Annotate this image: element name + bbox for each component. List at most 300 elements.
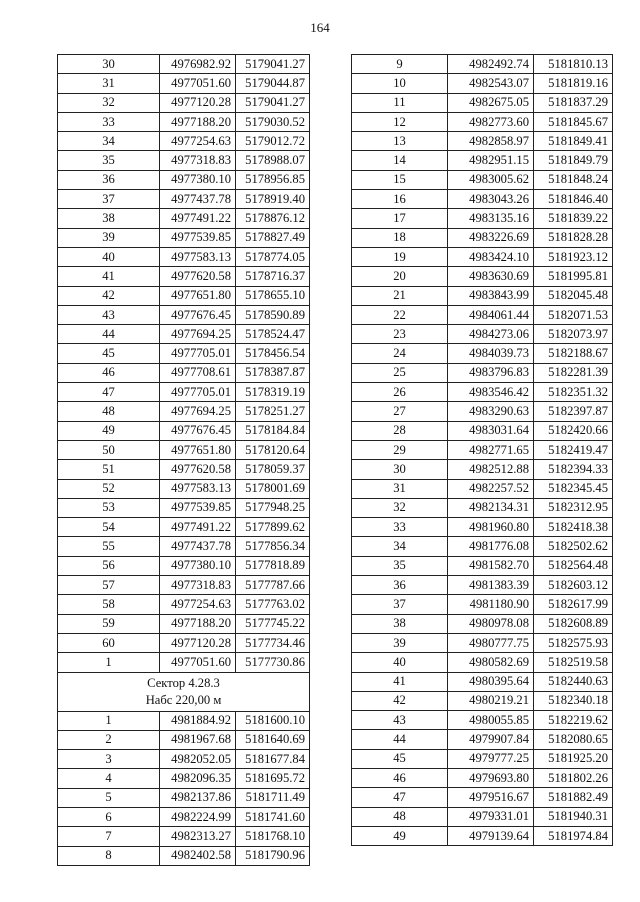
y-coordinate: 5181846.40 [534, 190, 613, 209]
x-coordinate: 4977120.28 [160, 93, 236, 112]
x-coordinate: 4981960.80 [448, 518, 534, 537]
point-number: 14 [352, 151, 448, 170]
table-row [58, 286, 310, 305]
y-coordinate: 5182419.47 [534, 440, 613, 459]
y-coordinate: 5181677.84 [236, 750, 310, 769]
x-coordinate: 4981967.68 [160, 730, 236, 749]
table-row [352, 653, 613, 672]
table-row [58, 190, 310, 209]
y-coordinate: 5182397.87 [534, 402, 613, 421]
table-row [58, 750, 310, 769]
point-number: 36 [352, 576, 448, 595]
x-coordinate: 4983290.63 [448, 402, 534, 421]
point-number: 52 [58, 479, 160, 498]
y-coordinate: 5178774.05 [236, 247, 310, 266]
table-row [58, 305, 310, 324]
point-number: 60 [58, 633, 160, 652]
y-coordinate: 5182608.89 [534, 614, 613, 633]
x-coordinate: 4983796.83 [448, 363, 534, 382]
table-row [58, 595, 310, 614]
table-row [352, 93, 613, 112]
table-row [58, 132, 310, 151]
table-row [58, 498, 310, 517]
point-number: 6 [58, 807, 160, 826]
table-row [352, 537, 613, 556]
x-coordinate: 4977188.20 [160, 112, 236, 131]
point-number: 43 [58, 305, 160, 324]
table-row [58, 769, 310, 788]
x-coordinate: 4982313.27 [160, 827, 236, 846]
point-number: 58 [58, 595, 160, 614]
table-row [58, 479, 310, 498]
y-coordinate: 5182440.63 [534, 672, 613, 691]
table-row [352, 228, 613, 247]
x-coordinate: 4980219.21 [448, 691, 534, 710]
y-coordinate: 5181837.29 [534, 93, 613, 112]
y-coordinate: 5181810.13 [534, 55, 613, 74]
point-number: 25 [352, 363, 448, 382]
point-number: 15 [352, 170, 448, 189]
table-row [58, 788, 310, 807]
table-row [58, 112, 310, 131]
point-number: 12 [352, 112, 448, 131]
y-coordinate: 5178001.69 [236, 479, 310, 498]
x-coordinate: 4977651.80 [160, 440, 236, 459]
x-coordinate: 4982512.88 [448, 460, 534, 479]
y-coordinate: 5181925.20 [534, 749, 613, 768]
x-coordinate: 4979907.84 [448, 730, 534, 749]
y-coordinate: 5182073.97 [534, 325, 613, 344]
point-number: 38 [352, 614, 448, 633]
sector-title: Сектор 4.28.3 [147, 675, 220, 690]
table-row [58, 421, 310, 440]
x-coordinate: 4977437.78 [160, 537, 236, 556]
x-coordinate: 4982492.74 [448, 55, 534, 74]
table-row [352, 576, 613, 595]
y-coordinate: 5178184.84 [236, 421, 310, 440]
x-coordinate: 4977694.25 [160, 325, 236, 344]
point-number: 30 [352, 460, 448, 479]
point-number: 28 [352, 421, 448, 440]
point-number: 21 [352, 286, 448, 305]
point-number: 40 [352, 653, 448, 672]
x-coordinate: 4977380.10 [160, 556, 236, 575]
table-row [58, 247, 310, 266]
x-coordinate: 4983226.69 [448, 228, 534, 247]
table-row [352, 788, 613, 807]
x-coordinate: 4982096.35 [160, 769, 236, 788]
table-row [58, 209, 310, 228]
y-coordinate: 5178956.85 [236, 170, 310, 189]
point-number: 19 [352, 247, 448, 266]
point-number: 39 [352, 633, 448, 652]
x-coordinate: 4977318.83 [160, 151, 236, 170]
table-row [352, 383, 613, 402]
table-row [58, 633, 310, 652]
page-number: 164 [310, 20, 330, 35]
point-number: 43 [352, 711, 448, 730]
point-number: 29 [352, 440, 448, 459]
y-coordinate: 5182502.62 [534, 537, 613, 556]
table-row [352, 460, 613, 479]
y-coordinate: 5178919.40 [236, 190, 310, 209]
table-row [58, 55, 310, 74]
x-coordinate: 4977491.22 [160, 209, 236, 228]
y-coordinate: 5181940.31 [534, 807, 613, 826]
x-coordinate: 4977051.60 [160, 653, 236, 672]
x-coordinate: 4976982.92 [160, 55, 236, 74]
table-row [352, 421, 613, 440]
y-coordinate: 5182045.48 [534, 286, 613, 305]
y-coordinate: 5181923.12 [534, 247, 613, 266]
table-row [352, 286, 613, 305]
x-coordinate: 4979331.01 [448, 807, 534, 826]
x-coordinate: 4984273.06 [448, 325, 534, 344]
point-number: 35 [352, 556, 448, 575]
y-coordinate: 5182219.62 [534, 711, 613, 730]
point-number: 27 [352, 402, 448, 421]
point-number: 30 [58, 55, 160, 74]
table-row [58, 228, 310, 247]
y-coordinate: 5181819.16 [534, 74, 613, 93]
sector-height: Набс 220,00 м [145, 692, 222, 707]
y-coordinate: 5178988.07 [236, 151, 310, 170]
x-coordinate: 4980395.64 [448, 672, 534, 691]
x-coordinate: 4980777.75 [448, 633, 534, 652]
y-coordinate: 5177948.25 [236, 498, 310, 517]
x-coordinate: 4982402.58 [160, 846, 236, 865]
x-coordinate: 4982771.65 [448, 440, 534, 459]
x-coordinate: 4979777.25 [448, 749, 534, 768]
table-row [352, 826, 613, 845]
table-row [58, 827, 310, 846]
point-number: 39 [58, 228, 160, 247]
table-row [352, 595, 613, 614]
table-row [352, 711, 613, 730]
x-coordinate: 4982052.05 [160, 750, 236, 769]
table-row [352, 807, 613, 826]
point-number: 56 [58, 556, 160, 575]
y-coordinate: 5177730.86 [236, 653, 310, 672]
table-row [58, 711, 310, 730]
y-coordinate: 5178876.12 [236, 209, 310, 228]
x-coordinate: 4981582.70 [448, 556, 534, 575]
x-coordinate: 4979139.64 [448, 826, 534, 845]
point-number: 4 [58, 769, 160, 788]
point-number: 24 [352, 344, 448, 363]
point-number: 50 [58, 440, 160, 459]
table-row [352, 691, 613, 710]
x-coordinate: 4977708.61 [160, 363, 236, 382]
table-row [58, 460, 310, 479]
x-coordinate: 4977705.01 [160, 383, 236, 402]
y-coordinate: 5178655.10 [236, 286, 310, 305]
x-coordinate: 4981884.92 [160, 711, 236, 730]
table-row [58, 74, 310, 93]
table-row [58, 807, 310, 826]
table-row [58, 730, 310, 749]
point-number: 16 [352, 190, 448, 209]
x-coordinate: 4982773.60 [448, 112, 534, 131]
y-coordinate: 5179044.87 [236, 74, 310, 93]
x-coordinate: 4977491.22 [160, 518, 236, 537]
y-coordinate: 5181768.10 [236, 827, 310, 846]
point-number: 9 [352, 55, 448, 74]
table-row [58, 614, 310, 633]
y-coordinate: 5181839.22 [534, 209, 613, 228]
y-coordinate: 5177899.62 [236, 518, 310, 537]
y-coordinate: 5177856.34 [236, 537, 310, 556]
point-number: 49 [58, 421, 160, 440]
x-coordinate: 4977620.58 [160, 460, 236, 479]
table-row [58, 846, 310, 865]
x-coordinate: 4977380.10 [160, 170, 236, 189]
table-row [58, 556, 310, 575]
point-number: 49 [352, 826, 448, 845]
point-number: 44 [58, 325, 160, 344]
y-coordinate: 5181640.69 [236, 730, 310, 749]
point-number: 38 [58, 209, 160, 228]
y-coordinate: 5182351.32 [534, 383, 613, 402]
sector-header [58, 672, 310, 711]
x-coordinate: 4977539.85 [160, 228, 236, 247]
point-number: 18 [352, 228, 448, 247]
point-number: 2 [58, 730, 160, 749]
point-number: 40 [58, 247, 160, 266]
y-coordinate: 5181802.26 [534, 768, 613, 787]
y-coordinate: 5178456.54 [236, 344, 310, 363]
x-coordinate: 4977620.58 [160, 267, 236, 286]
table-row [352, 633, 613, 652]
x-coordinate: 4977437.78 [160, 190, 236, 209]
x-coordinate: 4982134.31 [448, 498, 534, 517]
point-number: 57 [58, 576, 160, 595]
point-number: 34 [352, 537, 448, 556]
point-number: 42 [352, 691, 448, 710]
table-row [58, 653, 310, 672]
x-coordinate: 4982951.15 [448, 151, 534, 170]
x-coordinate: 4983135.16 [448, 209, 534, 228]
x-coordinate: 4980978.08 [448, 614, 534, 633]
point-number: 53 [58, 498, 160, 517]
x-coordinate: 4977254.63 [160, 595, 236, 614]
point-number: 23 [352, 325, 448, 344]
x-coordinate: 4982257.52 [448, 479, 534, 498]
x-coordinate: 4982675.05 [448, 93, 534, 112]
x-coordinate: 4982543.07 [448, 74, 534, 93]
point-number: 44 [352, 730, 448, 749]
y-coordinate: 5181600.10 [236, 711, 310, 730]
point-number: 10 [352, 74, 448, 93]
y-coordinate: 5181995.81 [534, 267, 613, 286]
point-number: 1 [58, 653, 160, 672]
point-number: 1 [58, 711, 160, 730]
point-number: 36 [58, 170, 160, 189]
x-coordinate: 4977051.60 [160, 74, 236, 93]
table-row [352, 556, 613, 575]
y-coordinate: 5179041.27 [236, 55, 310, 74]
x-coordinate: 4977539.85 [160, 498, 236, 517]
x-coordinate: 4983546.42 [448, 383, 534, 402]
point-number: 46 [352, 768, 448, 787]
point-number: 13 [352, 132, 448, 151]
y-coordinate: 5181882.49 [534, 788, 613, 807]
point-number: 7 [58, 827, 160, 846]
point-number: 35 [58, 151, 160, 170]
point-number: 31 [58, 74, 160, 93]
table-row [352, 344, 613, 363]
y-coordinate: 5177734.46 [236, 633, 310, 652]
y-coordinate: 5178716.37 [236, 267, 310, 286]
y-coordinate: 5181849.41 [534, 132, 613, 151]
y-coordinate: 5178590.89 [236, 305, 310, 324]
table-row [58, 151, 310, 170]
y-coordinate: 5182575.93 [534, 633, 613, 652]
y-coordinate: 5182564.48 [534, 556, 613, 575]
x-coordinate: 4984061.44 [448, 305, 534, 324]
x-coordinate: 4977188.20 [160, 614, 236, 633]
y-coordinate: 5178827.49 [236, 228, 310, 247]
x-coordinate: 4979516.67 [448, 788, 534, 807]
x-coordinate: 4983031.64 [448, 421, 534, 440]
y-coordinate: 5179012.72 [236, 132, 310, 151]
x-coordinate: 4977583.13 [160, 479, 236, 498]
x-coordinate: 4983043.26 [448, 190, 534, 209]
point-number: 37 [352, 595, 448, 614]
table-row [58, 93, 310, 112]
y-coordinate: 5177763.02 [236, 595, 310, 614]
x-coordinate: 4977254.63 [160, 132, 236, 151]
x-coordinate: 4983424.10 [448, 247, 534, 266]
table-row [352, 749, 613, 768]
y-coordinate: 5182420.66 [534, 421, 613, 440]
table-row [352, 247, 613, 266]
y-coordinate: 5178059.37 [236, 460, 310, 479]
y-coordinate: 5178524.47 [236, 325, 310, 344]
x-coordinate: 4977318.83 [160, 576, 236, 595]
y-coordinate: 5178120.64 [236, 440, 310, 459]
x-coordinate: 4983005.62 [448, 170, 534, 189]
x-coordinate: 4977583.13 [160, 247, 236, 266]
table-row [352, 209, 613, 228]
x-coordinate: 4977705.01 [160, 344, 236, 363]
point-number: 32 [58, 93, 160, 112]
right-coordinates-table [351, 54, 613, 846]
table-row [352, 267, 613, 286]
x-coordinate: 4982858.97 [448, 132, 534, 151]
x-coordinate: 4983843.99 [448, 286, 534, 305]
point-number: 33 [352, 518, 448, 537]
y-coordinate: 5182394.33 [534, 460, 613, 479]
point-number: 33 [58, 112, 160, 131]
y-coordinate: 5177787.66 [236, 576, 310, 595]
table-row [352, 440, 613, 459]
y-coordinate: 5181790.96 [236, 846, 310, 865]
y-coordinate: 5182312.95 [534, 498, 613, 517]
y-coordinate: 5182519.58 [534, 653, 613, 672]
y-coordinate: 5182071.53 [534, 305, 613, 324]
table-row [352, 305, 613, 324]
table-row [352, 132, 613, 151]
x-coordinate: 4984039.73 [448, 344, 534, 363]
x-coordinate: 4983630.69 [448, 267, 534, 286]
point-number: 42 [58, 286, 160, 305]
y-coordinate: 5181828.28 [534, 228, 613, 247]
point-number: 31 [352, 479, 448, 498]
y-coordinate: 5181741.60 [236, 807, 310, 826]
table-row [352, 190, 613, 209]
y-coordinate: 5182080.65 [534, 730, 613, 749]
table-row [58, 267, 310, 286]
table-row [352, 55, 613, 74]
x-coordinate: 4980582.69 [448, 653, 534, 672]
x-coordinate: 4981180.90 [448, 595, 534, 614]
y-coordinate: 5179030.52 [236, 112, 310, 131]
point-number: 51 [58, 460, 160, 479]
point-number: 59 [58, 614, 160, 633]
y-coordinate: 5182418.38 [534, 518, 613, 537]
y-coordinate: 5182340.18 [534, 691, 613, 710]
point-number: 54 [58, 518, 160, 537]
point-number: 26 [352, 383, 448, 402]
point-number: 22 [352, 305, 448, 324]
left-coordinates-table [57, 54, 310, 866]
y-coordinate: 5182281.39 [534, 363, 613, 382]
table-row [352, 402, 613, 421]
point-number: 32 [352, 498, 448, 517]
point-number: 37 [58, 190, 160, 209]
point-number: 45 [352, 749, 448, 768]
x-coordinate: 4977651.80 [160, 286, 236, 305]
y-coordinate: 5181845.67 [534, 112, 613, 131]
table-row [58, 383, 310, 402]
table-row [58, 344, 310, 363]
table-row [352, 672, 613, 691]
table-row [58, 440, 310, 459]
y-coordinate: 5179041.27 [236, 93, 310, 112]
y-coordinate: 5177745.22 [236, 614, 310, 633]
x-coordinate: 4977676.45 [160, 421, 236, 440]
y-coordinate: 5181711.49 [236, 788, 310, 807]
point-number: 46 [58, 363, 160, 382]
table-row [58, 170, 310, 189]
table-row [352, 363, 613, 382]
point-number: 41 [58, 267, 160, 286]
table-row [352, 479, 613, 498]
table-row [352, 74, 613, 93]
table-row [352, 614, 613, 633]
table-row [58, 363, 310, 382]
table-row [352, 151, 613, 170]
point-number: 8 [58, 846, 160, 865]
y-coordinate: 5182617.99 [534, 595, 613, 614]
table-row [352, 768, 613, 787]
table-row [58, 537, 310, 556]
y-coordinate: 5178251.27 [236, 402, 310, 421]
y-coordinate: 5181848.24 [534, 170, 613, 189]
point-number: 48 [352, 807, 448, 826]
point-number: 34 [58, 132, 160, 151]
y-coordinate: 5182188.67 [534, 344, 613, 363]
y-coordinate: 5182345.45 [534, 479, 613, 498]
table-row [352, 498, 613, 517]
x-coordinate: 4977676.45 [160, 305, 236, 324]
x-coordinate: 4979693.80 [448, 768, 534, 787]
table-row [352, 730, 613, 749]
y-coordinate: 5178319.19 [236, 383, 310, 402]
point-number: 47 [352, 788, 448, 807]
point-number: 47 [58, 383, 160, 402]
